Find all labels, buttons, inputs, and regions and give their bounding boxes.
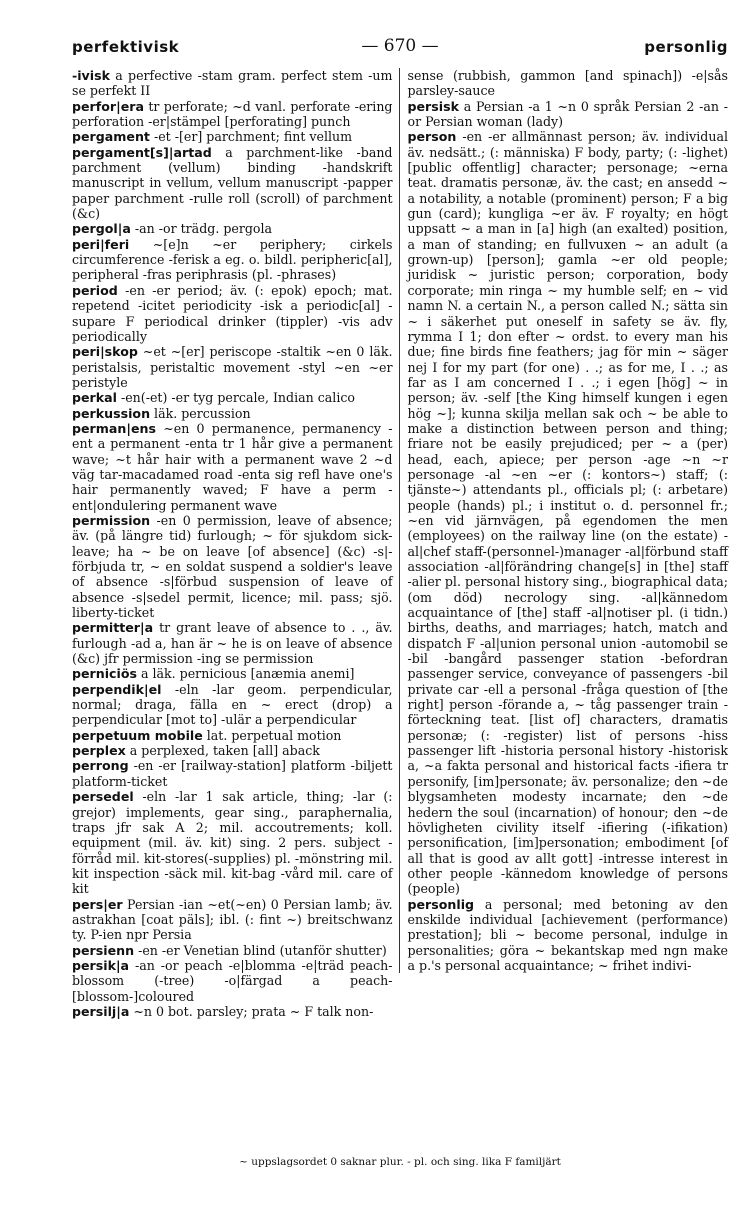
dictionary-entry: [72, 789, 393, 896]
abbreviation-legend: ~ uppslagsordet 0 saknar plur. - pl. och sing. lika F familjärt: [239, 1156, 561, 1168]
entry-headword: pergament[s]|artad: [72, 144, 212, 160]
entry-definition: a läk. pernicious [anæmia anemi]: [136, 666, 355, 682]
entry-definition: -en -er [railway-station] platform -biljett platform-ticket: [72, 758, 393, 789]
entry-headword: persilj|a: [72, 1003, 130, 1019]
entry-headword: pergol|a: [72, 221, 131, 237]
right-guide-word: personlig: [644, 38, 728, 56]
dictionary-entry: [408, 897, 729, 974]
entry-definition: a perfective -stam gram. perfect stem -um se perfekt II: [72, 68, 393, 99]
dictionary-entry: [72, 283, 393, 344]
entry-definition: a Persian -a 1 ~n 0 språk Persian 2 -an -or Persian woman (lady): [407, 98, 728, 130]
entry-definition: läk. percussion: [150, 405, 251, 421]
entry-headword: perniciös: [72, 666, 137, 682]
entry-definition: sense (rubbish, gammon [and spinach]) -e|sås parsley-sauce: [407, 68, 728, 99]
left-column: [72, 68, 399, 1019]
entry-definition: -en -er period; äv. (: epok) epoch; mat. repetend -icitet periodicity -isk a periodic[al] -supare F periodical drinker (tippler) -vis adv periodically: [72, 282, 393, 344]
entry-definition: Persian -ian ~et(~en) 0 Persian lamb; äv. astrakhan [coat päls]; ibl. (: fint ~) breitschwanz ty. P-ien npr Persia: [72, 896, 393, 943]
dictionary-entry: [72, 421, 393, 513]
dictionary-entry: [72, 99, 393, 130]
entry-headword: peri|skop: [72, 344, 138, 360]
dictionary-entry: [72, 758, 393, 789]
dictionary-entry: [72, 221, 393, 236]
entry-definition: a parchment-like -band parchment (vellum) binding -handskrift manuscript in vellum, vellum manuscript -papper paper parchment -rulle roll (scroll) of parchment (&c): [72, 144, 393, 222]
dictionary-entry: [72, 728, 393, 743]
entry-definition: a personal; med betoning av den enskilde individual [achievement (performance) prestation]; bli ~ become personal, indulge in personalities; göra ~ bekantskap med ngn make a p.'s personal acquaintance; ~ frihet indivi-: [407, 896, 728, 973]
entry-definition: ~[e]n ~er periphery; cirkels circumference -ferisk a eg. o. bildl. peripheric[al], peripheral -fras periphrasis (pl. -phrases): [72, 236, 393, 283]
dictionary-entry: [72, 406, 393, 421]
dictionary-entry: [72, 620, 393, 666]
dictionary-entry: [72, 666, 393, 681]
entry-headword: perpetuum mobile: [72, 727, 203, 743]
entry-definition: -en(-et) -er tyg percale, Indian calico: [116, 390, 355, 406]
entry-headword: persienn: [72, 942, 135, 958]
entry-headword: -ivisk: [72, 68, 110, 83]
entry-headword: persedel: [72, 789, 134, 805]
entry-definition: ~en 0 permanence, permanency -ent a permanent -enta tr 1 hår give a permanent wave; ~t hår hair with a permanent wave 2 ~d väg tar-macadamed road -enta sig refl have one's hair permanently waved; F have a perm -ent|ondulering permanent wave: [72, 420, 393, 513]
entry-definition: -eln -lar geom. perpendicular, normal; draga, fälla en ~ erect (drop) a perpendicular [mot to] -ulär a perpendicular: [72, 681, 393, 728]
entry-headword: perpendik|el: [72, 681, 162, 697]
entry-headword: period: [72, 282, 118, 298]
dictionary-entry: [72, 682, 393, 728]
dictionary-entry: [72, 743, 393, 758]
dictionary-entry: [72, 145, 393, 222]
entry-headword: persisk: [407, 98, 459, 114]
entry-definition: tr grant leave of absence to . ., äv. furlough -ad a, han är ~ he is on leave of absence (&c) jfr permission -ing se permission: [72, 620, 393, 667]
dictionary-entry: [408, 99, 729, 130]
entry-definition: -en -er allmännast person; äv. individual äv. nedsätt.; (: människa) F body, party; (: -lighet) [public offentlig] character; personage; ~erna teat. dramatis personæ, äv. the cast; en ansedd ~ a notability, a notable (prominent) person; F a big gun (card); kungliga ~er äv. F royalty; en högt uppsatt ~ a man in [a] high (an exalted) position, a man of standing; en fullvuxen ~ an adult (a grown-up) [person]; gamla ~er old people; juridisk ~ juristic person; corporation, body corporate; min ringa ~ my humble self; en ~ vid namn N. a certain N., a person called N.; sätta sin ~ i säkerhet put oneself in safety se äv. fly, rymma I 1; don efter ~ ordst. to every man his due; fine birds fine feathers; jag för min ~ säger nej I for my part (for one) . .; as for me, I . .; as far as I am concerned I . .; i egen [hög] ~ in person; äv. -self [the King himself kungen i egen hög ~]; kunna skilja mellan sak och ~ be able to make a distinction between person and thing; friare not be easily prejudiced; per ~ a (per) head, each, apiece; per person -age ~n ~r personage -al ~en ~er (: kontors~) staff; (: tjänste~) attendants pl., officials pl; (: arbetare) people (hands) pl.; i institut o. d. personnel fr.; ~en vid järnvägen, på egendomen the men (employees) on the railway line (on the estate) -al|chef staff-(personnel-)manager -al|förbund staff association -al|förändring change[s] in [the] staff -alier pl. personal history sing., biographical data; (om död) necrology sing. -al|kännedom acquaintance of [the] staff -al|notiser pl. (i tidn.) births, deaths, and marriages; hatch, match and dispatch F -al|union personal union -automobil se -bil -bangård passenger station -befordran passenger service, conveyance of passengers -bil private car -ell a personal -fråga question of [the right] person -förande a, ~ tåg passenger train -förteckning teat. [list of] characters, dramatis personæ; (: -register) list of persons -hiss passenger lift -historia personal history -historisk a, ~a fakta personal and historical facts -ifiera tr personify, [im]personate; äv. personalize; den ~de blygsamheten modesty incarnate; den ~de hedern the soul (incarnation) of honour; den ~de hövligheten civility itself -ifiering (-ifikation) personification, [im]personation; embodiment [of all that is good av allt gott] -intresse interest in other people -kännedom knowledge of persons (people): [407, 129, 728, 897]
entry-headword: perplex: [72, 743, 126, 759]
entry-definition: tr perforate; ~d vanl. perforate -ering perforation -er|stämpel [perforating] punch: [72, 98, 393, 130]
entry-definition: -et -[er] parchment; fint vellum: [149, 129, 353, 145]
dictionary-entry: [72, 513, 393, 620]
entry-definition: a perplexed, taken [all] aback: [125, 743, 320, 759]
page-header: [72, 36, 728, 58]
entry-definition: lat. perpetual motion: [202, 727, 342, 743]
dictionary-entry: [72, 1004, 393, 1019]
dictionary-entry: [72, 897, 393, 943]
dictionary-entry: [72, 344, 393, 390]
entry-headword: person: [407, 129, 457, 145]
entry-headword: perkussion: [72, 405, 151, 421]
entry-headword: perrong: [72, 758, 129, 774]
entry-definition: -an -or peach -e|blomma -e|träd peach-blossom (-tree) -o|färgad a peach-[blossom-]coloured: [72, 957, 393, 1004]
entry-headword: pers|er: [72, 896, 123, 912]
entry-headword: peri|feri: [72, 236, 130, 252]
dictionary-entry: [408, 129, 729, 896]
two-column-body: [72, 68, 728, 1019]
dictionary-entry: [72, 68, 393, 99]
entry-headword: perman|ens: [72, 420, 156, 436]
dictionary-entry: [72, 237, 393, 283]
page-number: — 670 —: [361, 36, 439, 56]
entry-definition: ~n 0 bot. parsley; prata ~ F talk non-: [129, 1003, 374, 1019]
dictionary-entry: [408, 68, 729, 99]
entry-headword: pergament: [72, 129, 150, 145]
entry-headword: persik|a: [72, 957, 130, 973]
entry-definition: ~et ~[er] periscope -staltik ~en 0 läk. peristalsis, peristaltic movement -styl ~en ~er peristyle: [72, 344, 393, 390]
dictionary-entry: [72, 958, 393, 1004]
entry-headword: permission: [72, 512, 151, 528]
entry-headword: perkal: [72, 390, 117, 406]
entry-definition: -en 0 permission, leave of absence; äv. (på längre tid) furlough; ~ för sjukdom sick-leave; ha ~ be on leave [of absence] (&c) -s|-förbjuda tr, ~ en soldat suspend a soldier's leave of absence -s|förbud suspension of leave of absence -s|sedel permit, licence; mil. pass; sjö. liberty-ticket: [72, 512, 393, 621]
entry-definition: -eln -lar 1 sak article, thing; -lar (: grejor) implements, gear sing., paraphernalia, traps jfr sak A 2; mil. accoutrements; koll. equipment (mil. äv. kit) sing. 2 pers. subject -förråd mil. kit-stores(-supplies) pl. -mönstring mil. kit inspection -säck mil. kit-bag -vård mil. care of kit: [72, 789, 393, 897]
left-guide-word: perfektivisk: [72, 38, 180, 56]
dictionary-entry: [72, 390, 393, 405]
entry-headword: personlig: [407, 896, 475, 912]
right-column: [399, 68, 729, 973]
dictionary-entry: [72, 129, 393, 144]
entry-definition: -an -or trädg. pergola: [130, 221, 273, 237]
entry-headword: permitter|a: [72, 620, 154, 636]
entry-headword: perfor|era: [72, 98, 144, 114]
dictionary-entry: [72, 943, 393, 958]
entry-definition: -en -er Venetian blind (utanför shutter): [134, 942, 387, 958]
